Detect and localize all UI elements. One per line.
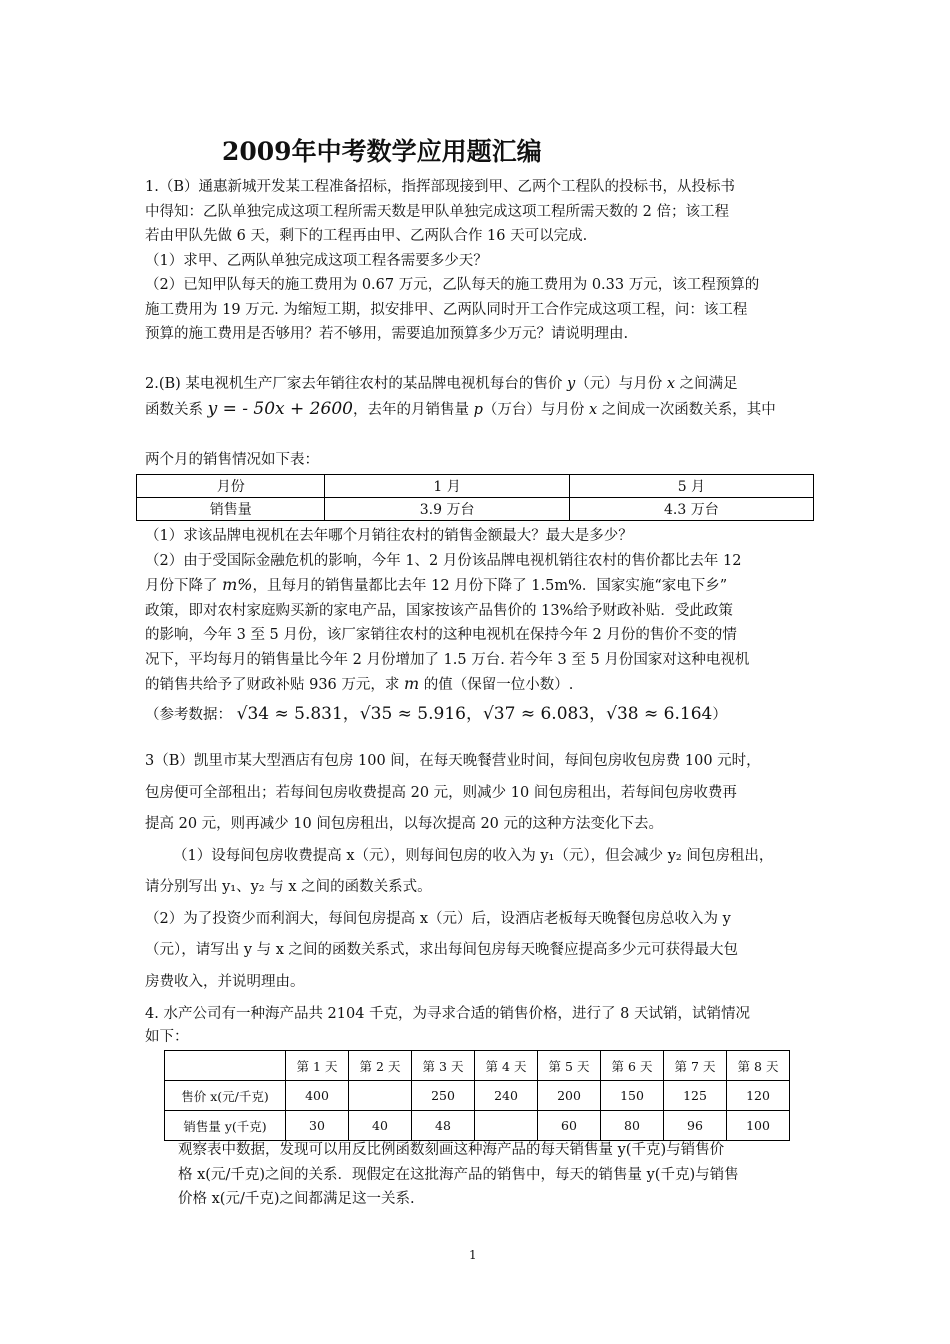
sales-table	[136, 474, 814, 521]
table-cell: 200	[538, 1081, 601, 1111]
table-cell: 100	[727, 1111, 790, 1141]
q1-line: 1.（B）通惠新城开发某工程准备招标，指挥部现接到甲、乙两个工程队的投标书，从投标书	[145, 179, 735, 195]
table-cell: 40	[349, 1111, 412, 1141]
table-cell: 第 4 天	[475, 1051, 538, 1081]
table-cell: 销售量	[137, 498, 325, 521]
table-cell: 第 8 天	[727, 1051, 790, 1081]
table-cell: 销售量 y(千克)	[165, 1111, 286, 1141]
table-cell: 月份	[137, 475, 325, 498]
q2-line: 2.(B) 某电视机生产厂家去年销往农村的某品牌电视机每台的售价 y（元）与月份 x 之间满足	[145, 376, 738, 392]
table-cell: 150	[601, 1081, 664, 1111]
table-row	[165, 1081, 790, 1111]
q4-line: 4. 水产公司有一种海产品共 2104 千克，为寻求合适的销售价格，进行了 8 天试销，试销情况	[145, 1006, 751, 1022]
q1-line: 中得知：乙队单独完成这项工程所需天数是甲队单独完成这项工程所需天数的 2 倍；该工程	[145, 203, 729, 220]
q3-line: 请分别写出 y₁、y₂ 与 x 之间的函数关系式。	[145, 879, 432, 895]
table-cell: 第 3 天	[412, 1051, 475, 1081]
q2-line: 的影响，今年 3 至 5 月份，该厂家销往农村的这种电视机在保持今年 2 月份的售价不变的情	[145, 627, 737, 643]
table-cell: 60	[538, 1111, 601, 1141]
q2-line: （1）求该品牌电视机在去年哪个月销往农村的销售金额最大？最大是多少？	[145, 528, 633, 544]
q4-line: 如下：	[145, 1028, 189, 1045]
table-cell: 30	[286, 1111, 349, 1141]
trial-sales-table	[164, 1050, 790, 1141]
q2-line: 函数关系 y = - 50x + 2600，去年的月销售量 p（万台）与月份 x 之间成一次函数关系，其中	[145, 398, 776, 419]
table-cell: 96	[664, 1111, 727, 1141]
table-cell: 第 6 天	[601, 1051, 664, 1081]
table-cell: 4.3 万台	[569, 498, 813, 521]
table-cell: 250	[412, 1081, 475, 1111]
table-cell: 120	[727, 1081, 790, 1111]
table-cell: 第 7 天	[664, 1051, 727, 1081]
function-formula: y = - 50x + 2600	[207, 398, 353, 419]
q3-line: 3（B）凯里市某大型酒店有包房 100 间，在每天晚餐营业时间，每间包房收包房费 100 元时，	[145, 753, 761, 769]
question-4	[145, 1002, 813, 1047]
q3-line: （元），请写出 y 与 x 之间的函数关系式，求出每间包房每天晚餐应提高多少元可获得最大包	[145, 942, 739, 958]
table-row	[165, 1111, 790, 1141]
table-cell: 5 月	[569, 475, 813, 498]
q4-line: 价格 x(元/千克)之间都满足这一关系.	[178, 1191, 415, 1207]
q3-line: 提高 20 元，则再减少 10 间包房租出，以每次提高 20 元的这种方法变化下去。	[145, 816, 664, 832]
question-1	[145, 175, 813, 347]
reference-data: （参考数据： √34 ≈ 5.831，√35 ≈ 5.916，√37 ≈ 6.083，√38 ≈ 6.164）	[145, 703, 727, 724]
question-3	[145, 746, 813, 998]
q2-line: 况下，平均每月的销售量比今年 2 月份增加了 1.5 万台. 若今年 3 至 5 月份国家对这种电视机	[145, 651, 750, 668]
table-cell: 240	[475, 1081, 538, 1111]
q2-line: 月份下降了 m%，且每月的销售量都比去年 12 月份下降了 1.5m%．国家实施“家电下乡”	[145, 575, 728, 594]
q3-line: 房费收入，并说明理由。	[145, 973, 305, 990]
q2-line: （2）由于受国际金融危机的影响，今年 1、2 月份该品牌电视机销往农村的售价都比去年 12	[145, 552, 742, 569]
q1-line: （2）已知甲队每天的施工费用为 0.67 万元，乙队每天的施工费用为 0.33 万元，该工程预算的	[145, 277, 760, 293]
q2-table-caption: 两个月的销售情况如下表：	[145, 452, 319, 468]
q2-line: 的销售共给予了财政补贴 936 万元，求 m 的值（保留一位小数）.	[145, 674, 574, 693]
question-4-continued	[178, 1138, 818, 1212]
table-cell	[475, 1111, 538, 1141]
table-cell: 400	[286, 1081, 349, 1111]
question-2-parts	[145, 524, 813, 727]
question-2-intro	[145, 372, 813, 431]
table-cell: 3.9 万台	[325, 498, 569, 521]
q3-line: 包房便可全部租出；若每间包房收费提高 20 元，则减少 10 间包房租出，若每间包房收费再	[145, 784, 737, 801]
table-cell: 48	[412, 1111, 475, 1141]
table-cell	[165, 1051, 286, 1081]
q1-line: （1）求甲、乙两队单独完成这项工程各需要多少天？	[145, 252, 488, 269]
table-cell: 第 1 天	[286, 1051, 349, 1081]
table-cell: 125	[664, 1081, 727, 1111]
q3-line: （1）设每间包房收费提高 x（元），则每间包房的收入为 y₁（元），但会减少 y₂ 间包房租出，	[173, 847, 774, 864]
page-number: 1	[469, 1248, 477, 1262]
table-cell: 第 2 天	[349, 1051, 412, 1081]
table-row	[165, 1051, 790, 1081]
q2-line: 政策，即对农村家庭购买新的家电产品，国家按该产品售价的 13%给予财政补贴．受此政策	[145, 602, 733, 619]
page-title: 2009年中考数学应用题汇编	[222, 137, 542, 166]
table-row	[137, 475, 814, 498]
q3-line: （2）为了投资少而利润大，每间包房提高 x（元）后，设酒店老板每天晚餐包房总收入为 y	[145, 910, 731, 927]
q1-line: 施工费用为 19 万元. 为缩短工期，拟安排甲、乙两队同时开工合作完成这项工程，问：该工程	[145, 301, 748, 318]
table-cell	[349, 1081, 412, 1111]
table-cell: 80	[601, 1111, 664, 1141]
table-row	[137, 498, 814, 521]
table-cell: 售价 x(元/千克)	[165, 1081, 286, 1111]
q1-line: 预算的施工费用是否够用？若不够用，需要追加预算多少万元？请说明理由.	[145, 326, 629, 342]
q1-line: 若由甲队先做 6 天，剩下的工程再由甲、乙两队合作 16 天可以完成.	[145, 228, 588, 244]
table-cell: 第 5 天	[538, 1051, 601, 1081]
q4-line: 格 x(元/千克)之间的关系．现假定在这批海产品的销售中，每天的销售量 y(千克)与销售	[178, 1166, 739, 1183]
table-cell: 1 月	[325, 475, 569, 498]
q4-line: 观察表中数据，发现可以用反比例函数刻画这种海产品的每天销售量 y(千克)与销售价	[178, 1142, 725, 1158]
